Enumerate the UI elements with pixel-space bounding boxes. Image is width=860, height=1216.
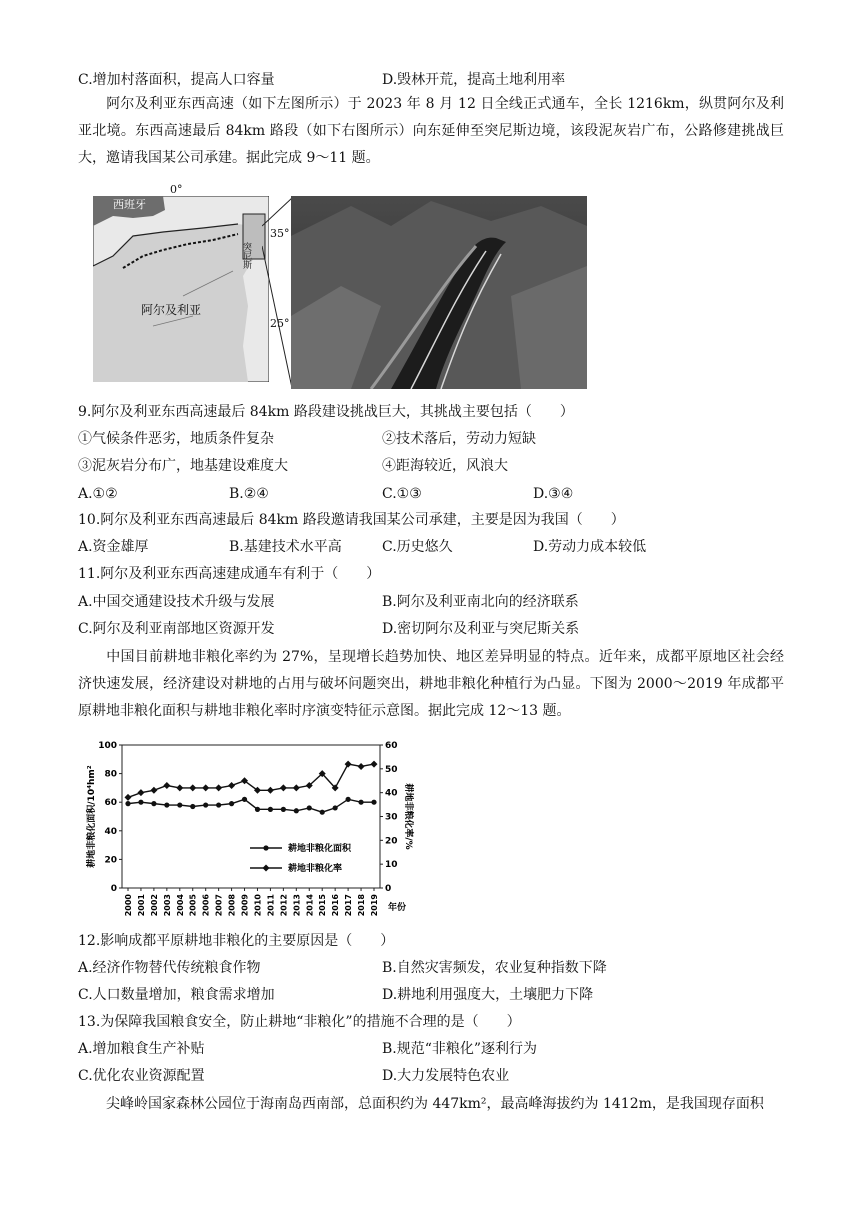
data-point [189,784,196,791]
data-point [371,800,376,805]
q13-option-a[interactable]: A.增加粮食生产补贴 [78,1041,205,1057]
q9-item-2: ②技术落后，劳动力短缺 [382,431,536,447]
label-algeria: 阿尔及利亚 [141,303,202,317]
data-point [307,805,312,810]
data-point [151,801,156,806]
y-tick-label: 100 [98,741,117,751]
y2-tick-label: 50 [385,764,398,775]
q12-option-d[interactable]: D.耕地利用强度大，土壤肥力下降 [382,987,594,1003]
x-tick-label: 2004 [175,894,185,917]
x-tick-label: 2014 [305,894,315,917]
q10-option-b[interactable]: B.基建技术水平高 [229,539,342,555]
data-point [176,784,183,791]
q10-stem: 10.阿尔及利亚东西高速最后 84km 路段邀请我国某公司承建，主要是因为我国（ ） [78,512,625,528]
chart-svg [80,733,425,923]
y2-tick-label: 30 [385,812,398,823]
data-point [138,800,143,805]
x-tick-label: 2009 [240,894,250,917]
y-axis-label: 耕地非粮化面积/10⁴hm² [87,765,97,868]
data-point [358,800,363,805]
zoom-connector-lines [262,196,294,390]
data-point [203,802,208,807]
legend-marker [263,865,270,872]
data-point [229,801,234,806]
series-line-1 [128,764,374,797]
y-tick-label: 40 [104,826,117,837]
data-point [163,782,170,789]
data-point [202,784,209,791]
passage-forest [78,1091,784,1118]
x-tick-label: 2010 [253,894,263,917]
x-tick-label: 2017 [344,894,354,917]
data-point [242,797,247,802]
q13-option-d[interactable]: D.大力发展特色农业 [382,1068,510,1084]
x-tick-label: 2008 [227,894,237,917]
data-point [150,787,157,794]
data-point [345,761,352,768]
passage-farmland [78,644,784,725]
option-d-prev: D.毁林开荒，提高土地利用率 [382,72,566,88]
q13-option-c[interactable]: C.优化农业资源配置 [78,1068,205,1084]
legend-label-1: 耕地非粮化率 [288,864,343,874]
legend-label-0: 耕地非粮化面积 [288,844,352,854]
data-point [177,802,182,807]
q11-option-d[interactable]: D.密切阿尔及利亚与突尼斯关系 [382,621,580,637]
q9-item-1: ①气候条件恶劣，地质条件复杂 [78,431,274,447]
photo-drawing [291,196,587,389]
data-point [268,807,273,812]
q12-stem: 12.影响成都平原耕地非粮化的主要原因是（ ） [78,933,395,949]
q9-option-a[interactable]: A.①② [78,486,118,502]
y2-tick-label: 0 [385,884,392,894]
q13-option-b[interactable]: B.规范“非粮化”逐利行为 [382,1041,538,1057]
q12-option-a[interactable]: A.经济作物替代传统粮食作物 [78,960,261,976]
label-tunisia: 突尼斯 [241,242,251,269]
data-point [371,761,378,768]
q9-option-b[interactable]: B.②④ [229,486,269,502]
x-tick-label: 2018 [357,894,367,917]
q10-option-d[interactable]: D.劳动力成本较低 [533,539,647,555]
data-point [320,810,325,815]
x-tick-label: 2003 [162,894,172,917]
passage-highway-text: 阿尔及利亚东西高速（如下左图所示）于 2023 年 8 月 12 日全线正式通车，全长 1216km，纵贯阿尔及利亚北境。东西高速最后 84km 路段（如下右图所示）向东延伸至突尼斯边境，该段泥灰岩广布，公路修建挑战巨大，邀请我国某公司承建。据此完成 9～11 题。 [78,96,784,166]
q11-option-a[interactable]: A.中国交通建设技术升级与发展 [78,594,275,610]
passage-forest-text: 尖峰岭国家森林公园位于海南岛西南部，总面积约为 447km²，最高峰海拔约为 1412m，是我国现存面积 [106,1096,764,1112]
algeria-map [93,196,269,382]
data-point [164,802,169,807]
x-tick-label: 2006 [201,894,211,917]
x-tick-label: 2015 [318,894,328,917]
q11-option-c[interactable]: C.阿尔及利亚南部地区资源开发 [78,621,275,637]
q10-option-a[interactable]: A.资金雄厚 [78,539,149,555]
data-point [215,784,222,791]
data-point [190,804,195,809]
data-point [281,807,286,812]
y2-axis-label: 耕地非粮化率/% [403,783,413,850]
farmland-chart [80,733,425,923]
data-point [280,784,287,791]
data-point [333,805,338,810]
x-tick-label: 2013 [292,894,302,917]
y-tick-label: 20 [104,855,117,866]
map-drawing [93,196,269,382]
q9-option-c[interactable]: C.①③ [382,486,422,502]
data-point [255,807,260,812]
y2-tick-label: 60 [385,741,398,751]
x-tick-label: 2001 [136,894,146,917]
data-point [267,787,274,794]
x-tick-label: 2019 [370,894,379,917]
lon-label-0: 0° [170,183,183,196]
x-tick-label: 2000 [124,894,133,917]
y-tick-label: 60 [104,798,117,809]
data-point [125,801,130,806]
data-point [137,789,144,796]
data-point [125,794,132,801]
q9-item-3: ③泥灰岩分布广，地基建设难度大 [78,458,288,474]
data-point [228,782,235,789]
q10-option-c[interactable]: C.历史悠久 [382,539,453,555]
y2-tick-label: 10 [385,860,398,871]
q9-stem: 9.阿尔及利亚东西高速最后 84km 路段建设挑战巨大，其挑战主要包括（ ） [78,404,574,420]
q9-item-4: ④距海较近，风浪大 [382,458,508,474]
x-axis-label: 年份 [388,903,407,913]
x-tick-label: 2007 [214,894,224,917]
x-tick-label: 2011 [266,894,276,917]
x-tick-label: 2005 [188,894,198,917]
q11-option-b[interactable]: B.阿尔及利亚南北向的经济联系 [382,594,579,610]
lat-label-25: 25° [270,317,290,330]
highway-photo [291,196,587,389]
data-point [346,797,351,802]
x-tick-label: 2012 [279,894,289,917]
option-c-prev: C.增加村落面积，提高人口容量 [78,72,275,88]
passage-farmland-text: 中国目前耕地非粮化率约为 27%，呈现增长趋势加快、地区差异明显的特点。近年来，成都平原地区社会经济快速发展，经济建设对耕地的占用与破坏问题突出，耕地非粮化种植行为凸显。下图为 2000～2019 年成都平原耕地非粮化面积与耕地非粮化率时序演变特征示意图。据此完成 12～13 题。 [78,649,784,719]
q13-stem: 13.为保障我国粮食安全，防止耕地“非粮化”的措施不合理的是（ ） [78,1014,521,1030]
q11-stem: 11.阿尔及利亚东西高速建成通车有利于（ ） [78,566,381,582]
y-tick-label: 0 [110,884,117,894]
legend-marker [263,845,268,850]
q9-option-d[interactable]: D.③④ [533,486,574,502]
label-spain: 西班牙 [113,198,146,211]
lat-label-35: 35° [270,227,290,240]
y2-tick-label: 20 [385,836,398,847]
x-tick-label: 2002 [149,894,159,917]
q12-option-b[interactable]: B.自然灾害频发，农业复种指数下降 [382,960,607,976]
y2-tick-label: 40 [385,788,398,799]
passage-highway [78,91,784,172]
data-point [216,802,221,807]
data-point [358,763,365,770]
data-point [294,808,299,813]
data-point [293,784,300,791]
q12-option-c[interactable]: C.人口数量增加，粮食需求增加 [78,987,275,1003]
y-tick-label: 80 [104,769,117,780]
x-tick-label: 2016 [331,894,341,917]
